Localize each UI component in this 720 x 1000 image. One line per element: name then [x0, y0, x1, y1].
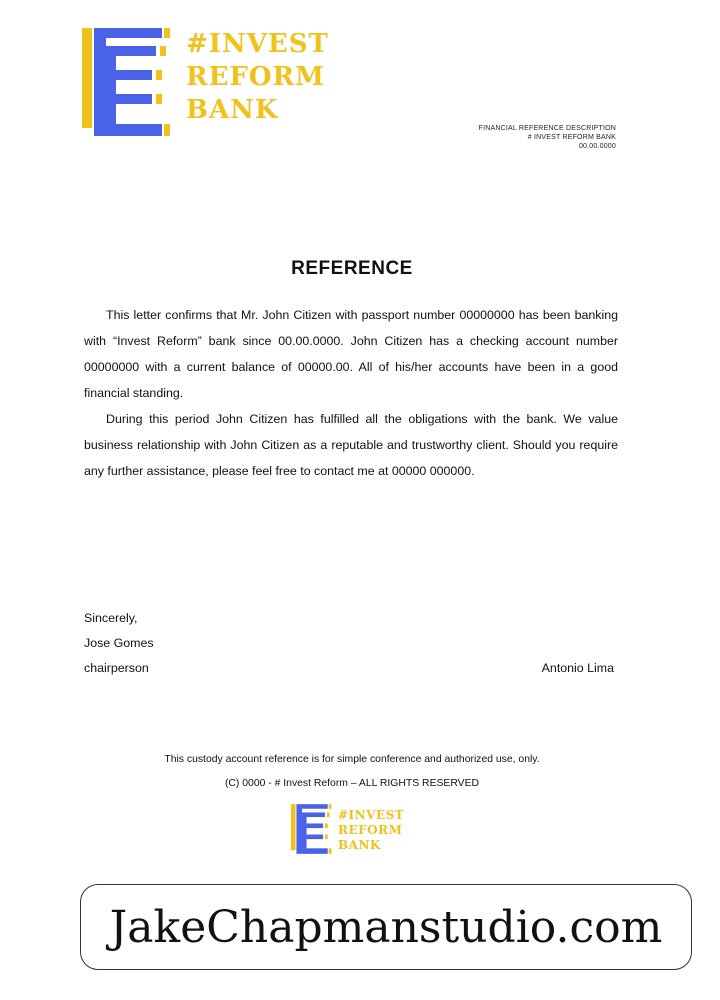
ref-desc-line-3: 00.00.0000 — [578, 143, 616, 150]
signer-role: chairperson — [84, 661, 149, 675]
logo-line-2: REFORM — [186, 62, 325, 92]
reference-description — [479, 124, 616, 151]
bank-logo-text — [186, 28, 329, 127]
watermark-banner: JakeChapmanstudio.com — [80, 884, 692, 970]
ref-desc-line-1: FINANCIAL REFERENCE DESCRIPTION — [478, 125, 616, 132]
logo-line-1: #INVEST — [186, 29, 329, 59]
document-title: REFERENCE — [291, 258, 413, 279]
second-signer-name: Antonio Lima — [541, 661, 614, 675]
paragraph-1: This letter confirms that Mr. John Citizen with passport number 00000000 has been banking with “Invest Reform” bank since 00.00.0000. John Citizen has a checking account number 00000000 with a current balance of 00000.00. All of his/her accounts have been in a good financial standing. — [84, 308, 618, 400]
closing: Sincerely, — [84, 611, 138, 625]
bank-logo-emblem-icon — [80, 24, 180, 140]
paragraph-2: During this period John Citizen has fulfilled all the obligations with the bank. We value business relationship with John Citizen as a reputable and trustworthy client. Should you require any further assistance, please feel free to contact me at 00000 000000. — [84, 412, 618, 478]
footer-notice: This custody account reference is for simple conference and authorized use, only. — [164, 754, 540, 765]
signer-name: Jose Gomes — [84, 636, 154, 650]
bank-logo-small-emblem-icon — [290, 800, 336, 858]
logo-line-3: BANK — [186, 95, 279, 125]
logo-small-line-3: BANK — [338, 838, 381, 852]
logo-small-line-2: REFORM — [338, 823, 403, 837]
footer-copyright: (C) 0000 - # Invest Reform – ALL RIGHTS RESERVED — [224, 778, 480, 789]
bank-logo-top — [80, 24, 370, 140]
bank-logo-bottom — [290, 800, 430, 858]
bank-logo-small-text — [338, 808, 404, 853]
signature-block — [84, 606, 154, 681]
footer — [0, 748, 704, 796]
ref-desc-line-2: # INVEST REFORM BANK — [527, 134, 616, 141]
logo-small-line-1: #INVEST — [338, 808, 405, 822]
letter-body — [84, 302, 618, 484]
